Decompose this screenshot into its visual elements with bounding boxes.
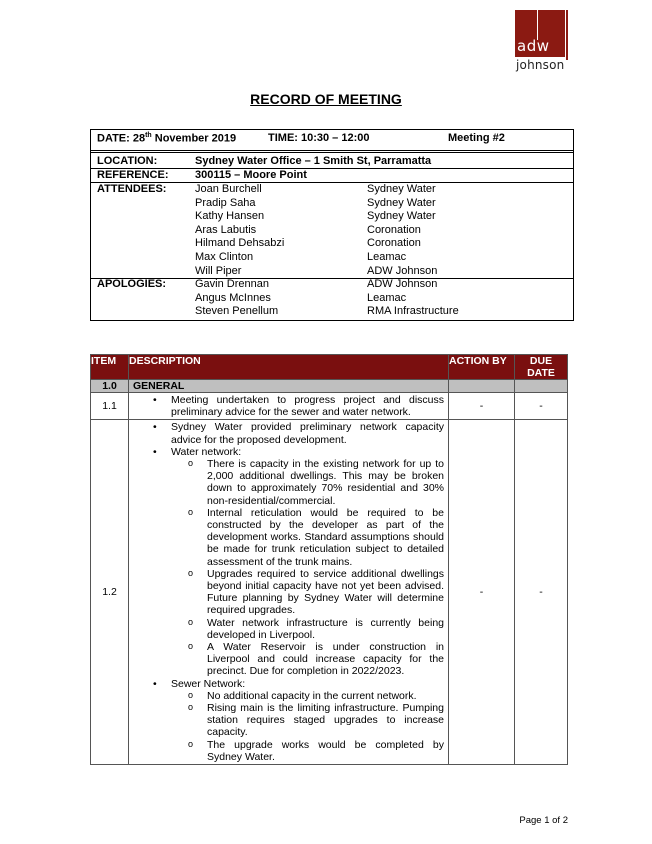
column-header-description: DESCRIPTION (129, 355, 449, 380)
row-description (129, 420, 449, 765)
meeting-number: Meeting #2 (448, 132, 505, 144)
attendee-name: Pradip Saha (195, 196, 256, 209)
attendee-org: Sydney Water (367, 210, 436, 223)
apology-org: ADW Johnson (367, 278, 438, 290)
sub-bullet-point: o Upgrades required to service additional dwellings beyond initial capacity have not yet been advised. Future planning by Sydney Water will determine required upgrades. (129, 568, 444, 617)
table-row (91, 420, 568, 765)
sub-bullet-point: o Internal reticulation would be required to be constructed by the developer as part of the development works. Standard assumptions should be made for trunk reticulation subject to detailed assessment of the trunk mains. (129, 507, 444, 568)
section-item: 1.0 (91, 380, 129, 393)
row-action-by: - (449, 420, 515, 765)
column-header-item: ITEM (91, 355, 129, 380)
section-empty-cell (515, 380, 568, 393)
row-due-date: - (515, 420, 568, 765)
row-item: 1.2 (91, 420, 129, 765)
logo-johnson-text: johnson (516, 58, 565, 72)
meeting-time: TIME: 10:30 – 12:00 (268, 132, 370, 144)
logo-divider (537, 10, 538, 40)
bullet-point: • Water network: (129, 446, 444, 458)
row-due-date: - (515, 393, 568, 420)
page-number: Page 1 of 2 (519, 815, 568, 826)
sub-bullet-point: o Rising main is the limiting infrastructure. Pumping station requires staged upgrades to increase capacity. (129, 702, 444, 739)
bullet-point: • Meeting undertaken to progress project and discuss preliminary advice for the sewer and water network. (129, 394, 444, 418)
divider (91, 150, 573, 151)
divider (91, 152, 573, 153)
attendee-org: Leamac (367, 250, 407, 263)
sub-bullet-point: o No additional capacity in the current network. (129, 690, 444, 702)
row-action-by: - (449, 393, 515, 420)
meeting-details-box (90, 129, 574, 321)
table-header-row (91, 355, 568, 380)
section-empty-cell (449, 380, 515, 393)
row-item: 1.1 (91, 393, 129, 420)
attendee-org: Coronation (367, 237, 421, 250)
apologies-label: APOLOGIES: (97, 278, 167, 290)
sub-bullet-point: o The upgrade works would be completed by Sydney Water. (129, 739, 444, 763)
attendee-org: Sydney Water (367, 183, 436, 195)
reference-value: 300115 – Moore Point (195, 169, 307, 181)
attendee-name: Joan Burchell (195, 183, 262, 195)
table-row (91, 393, 568, 420)
attendee-name: Aras Labutis (195, 223, 257, 236)
attendees-label: ATTENDEES: (97, 183, 167, 195)
section-row (91, 380, 568, 393)
row-description (129, 393, 449, 420)
attendee-org: Sydney Water (367, 196, 436, 209)
column-header-action-by: ACTION BY (449, 355, 515, 380)
apology-name: Steven Penellum (195, 305, 279, 318)
document-title: RECORD OF MEETING (250, 91, 402, 107)
bullet-point: • Sewer Network: (129, 678, 444, 690)
attendee-name: Will Piper (195, 264, 242, 277)
items-table (90, 354, 568, 765)
sub-bullet-point: o Water network infrastructure is currently being developed in Liverpool. (129, 617, 444, 641)
company-logo (515, 10, 569, 72)
apology-name: Gavin Drennan (195, 278, 269, 290)
location-value: Sydney Water Office – 1 Smith St, Parramatta (195, 155, 432, 167)
sub-bullet-point: o A Water Reservoir is under construction in Liverpool and could increase capacity for the precinct. Due for completion in 2022/2023. (129, 641, 444, 678)
meeting-date: DATE: 28th November 2019 (97, 132, 237, 145)
attendee-name: Kathy Hansen (195, 210, 265, 223)
sub-bullet-point: o There is capacity in the existing network for up to 2,000 additional dwellings. This may be broken down to approximately 70% residential and 30% non-residential/commercial. (129, 458, 444, 507)
logo-j-stroke (566, 10, 568, 60)
apology-name: Angus McInnes (195, 291, 271, 304)
apology-org: RMA Infrastructure (367, 305, 459, 318)
section-title: GENERAL (129, 380, 449, 393)
attendee-org: ADW Johnson (367, 264, 438, 277)
column-header-due-date: DUE DATE (515, 355, 568, 380)
reference-label: REFERENCE: (97, 169, 169, 181)
attendee-name: Max Clinton (195, 250, 254, 263)
location-label: LOCATION: (97, 155, 158, 167)
apology-org: Leamac (367, 291, 407, 304)
logo-adw-text: adw (517, 37, 550, 55)
attendee-name: Hilmand Dehsabzi (195, 237, 285, 250)
attendee-org: Coronation (367, 223, 421, 236)
bullet-point: • Sydney Water provided preliminary network capacity advice for the proposed development. (129, 421, 444, 445)
